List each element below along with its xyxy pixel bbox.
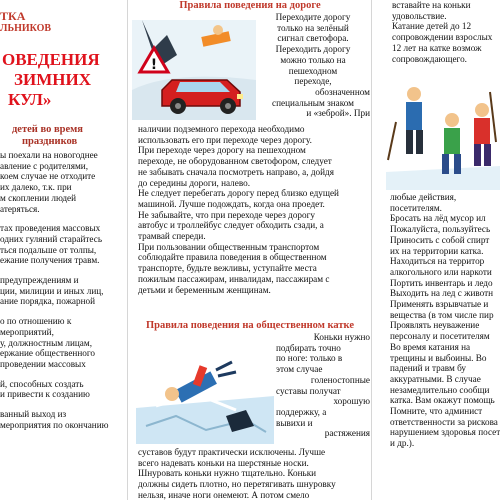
text-line: и др.). xyxy=(390,438,415,449)
subtitle-line1: детей во время xyxy=(12,124,83,135)
text-line: ержание общественного xyxy=(0,348,95,359)
text-line: у, должностным лицам, xyxy=(0,337,92,348)
text-line: Не забывайте, что при переходе через дорогу xyxy=(138,209,315,220)
text-line: падений и травм бу xyxy=(390,363,467,374)
ice-rink-illustration xyxy=(136,336,274,444)
text-line: Бросать на лёд мусор ил xyxy=(390,213,486,224)
text-line: автобус и троллейбус следует обходить сзади, а xyxy=(138,220,324,231)
road-intro-line: пешеходном xyxy=(288,65,338,76)
road-intro-line: Переходить дорогу xyxy=(275,44,351,55)
text-line: должны сидеть плотно, но перетягивать шнуровку xyxy=(138,479,336,490)
left-paragraph xyxy=(0,150,128,214)
rink-body-text xyxy=(138,447,368,500)
rink-intro-line: подбирать точно xyxy=(276,342,341,353)
main-title-line2: ЗИМНИХ xyxy=(14,70,91,89)
right-column xyxy=(372,0,500,500)
text-line: посетителям. xyxy=(390,202,442,213)
text-line: атеряться. xyxy=(0,203,40,214)
road-intro-text xyxy=(256,12,370,119)
left-paragraph xyxy=(0,409,128,430)
text-line: ответственности за рискова xyxy=(390,416,498,427)
rink-intro-line: растяжения xyxy=(324,428,370,439)
text-line: вставайте на коньки xyxy=(392,0,471,10)
text-line: ежание получения травм. xyxy=(0,255,100,266)
text-line: мероприятия по окончанию xyxy=(0,419,109,430)
text-line: всего надевать коньки на шерстяные носки. xyxy=(138,457,309,468)
text-line: ванный выход из xyxy=(0,409,67,420)
left-column xyxy=(0,0,128,500)
text-line: любые действия, xyxy=(390,192,457,202)
text-line: При пользовании общественным транспортом xyxy=(138,241,320,252)
text-line: Применять взрывчатые и xyxy=(390,299,489,310)
text-line: нарушением здоровья посет xyxy=(390,427,500,438)
text-line: наличии подземного перехода необходимо xyxy=(138,124,305,134)
text-line: и привести к созданию xyxy=(0,389,90,400)
text-line: При переходе через дорогу на пешеходном xyxy=(138,145,306,156)
rink-intro-line: вывихи и xyxy=(276,417,313,428)
road-intro-line: и «зеброй». При xyxy=(306,108,370,119)
text-line: их далеко, т.к. при xyxy=(0,182,72,193)
text-line: Находиться на территор xyxy=(390,256,485,267)
text-line: о по отношению к xyxy=(0,316,72,327)
text-line: сопровождении взрослых xyxy=(392,32,493,43)
rink-intro-line: хорошую xyxy=(333,396,370,407)
main-title-line1: ОВЕДЕНИЯ xyxy=(2,50,100,69)
memo-title-line1: ТКА xyxy=(0,9,26,23)
text-line: проведении массовых xyxy=(0,358,86,369)
text-line: Помните, что админист xyxy=(390,406,483,417)
text-line: авление с родителями, xyxy=(0,160,88,171)
memo-title-line2: ЛЬНИКОВ xyxy=(0,23,52,34)
left-body-text xyxy=(0,150,128,439)
text-line: пожилым пассажирам, инвалидам, пассажирам с xyxy=(138,273,330,284)
text-line: ание порядка, пожарной xyxy=(0,296,96,307)
road-intro-line: переходе, xyxy=(294,76,332,87)
rink-intro-text xyxy=(276,332,370,439)
text-line: катка. Вам окажут помощь xyxy=(390,395,495,406)
subtitle-line2: праздников xyxy=(22,136,78,147)
right-bottom-text xyxy=(390,192,500,449)
road-intro-line: можно только на xyxy=(280,54,346,65)
section-rink-title: Правила поведения на общественном катке xyxy=(146,320,354,331)
text-line: Портить инвентарь и ледо xyxy=(390,277,493,288)
left-paragraph xyxy=(0,316,128,370)
road-intro-line: сигнал светофора. xyxy=(277,33,349,44)
text-line: переходе, не оборудованном светофором, следует xyxy=(138,156,332,167)
text-line: Проявлять неуважение xyxy=(390,320,480,331)
main-title-line3: КУЛ» xyxy=(8,90,52,109)
rink-intro-line: голеностопные xyxy=(310,374,370,385)
text-line: Выходить на лед с животн xyxy=(390,288,494,299)
text-line: вещества (в том числе пир xyxy=(390,309,494,320)
text-line: алкогольного или наркоти xyxy=(390,266,492,277)
text-line: Приносить с собой спирт xyxy=(390,234,490,245)
text-line: Не следует перебегать дорогу перед близко едущей xyxy=(138,188,339,199)
text-line: ы поехали на новогоднее xyxy=(0,150,98,160)
text-line: ции, милиции и иных лиц, xyxy=(0,285,104,296)
text-line: мероприятий, xyxy=(0,326,54,337)
text-line: аккуратными. В случае xyxy=(390,373,481,384)
text-line: Катание детей до 12 xyxy=(392,21,472,32)
road-intro-line: специальным знаком xyxy=(272,97,354,108)
text-line: коем случае не отходите xyxy=(0,171,96,182)
road-intro-line: только на зелёный xyxy=(277,22,349,33)
rink-intro-line: по ноге: только в xyxy=(276,353,343,364)
rink-intro-line: Коньки нужно xyxy=(313,332,370,342)
rink-intro-line: этом случае xyxy=(276,364,323,375)
text-line: их на территории катка. xyxy=(390,245,484,256)
text-line: одних гуляний старайтесь xyxy=(0,233,103,244)
text-line: детьми и беременным женщинам. xyxy=(138,284,271,295)
text-line: ться подальше от толпы, xyxy=(0,244,97,255)
text-line: до середины дороги, налево. xyxy=(138,177,250,188)
svg-text:!: ! xyxy=(150,57,158,73)
road-intro-line: Переходите дорогу xyxy=(275,12,351,22)
section-road-title: Правила поведения на дороге xyxy=(179,0,321,11)
rink-intro-line: поддержку, а xyxy=(276,406,327,417)
text-line: Во время катания на xyxy=(390,341,471,352)
text-line: сопровождающего. xyxy=(392,53,467,64)
text-line: транспорте, будьте вежливы, уступайте места xyxy=(138,263,317,274)
road-intro-line: обозначенном xyxy=(315,86,370,97)
text-line: трамвай спереди. xyxy=(138,231,206,242)
middle-column xyxy=(128,0,372,500)
text-line: 12 лет на катке возмож xyxy=(392,42,482,53)
text-line: незамедлительно сообщи xyxy=(390,384,490,395)
text-line: Пожалуйста, пользуйтесь xyxy=(390,224,491,235)
road-safety-illustration xyxy=(132,20,256,120)
text-line: й, способных создать xyxy=(0,378,84,389)
left-paragraph xyxy=(0,275,128,307)
text-line: соблюдайте правила поведения в общественном xyxy=(138,252,327,263)
text-line: м скоплении людей xyxy=(0,192,77,203)
text-line: трещины и выбоины. Во xyxy=(390,352,487,363)
text-line: нельзя, иначе ноги онемеют. А потом смело xyxy=(138,489,310,500)
text-line: персоналу и посетителям xyxy=(390,331,490,342)
text-line: Шнуровать коньки нужно тщательно. Коньки xyxy=(138,468,317,479)
text-line: предупреждениям и xyxy=(0,275,79,286)
text-line: тах проведения массовых xyxy=(0,223,101,234)
right-top-text xyxy=(392,0,492,64)
skaters-illustration xyxy=(386,82,500,190)
left-paragraph xyxy=(0,223,128,266)
text-line: удовольствие. xyxy=(392,10,447,21)
road-body-text xyxy=(138,124,368,295)
text-line: использовать его при переходе через дорогу. xyxy=(138,134,312,145)
left-paragraph xyxy=(0,379,128,400)
rink-intro-line: суставы получат xyxy=(276,385,341,396)
text-line: суставов будут практически исключены. Лучше xyxy=(138,447,326,457)
text-line: машиной. Лучше подождать, когда она проедет. xyxy=(138,198,325,209)
text-line: не забывать сначала посмотреть направо, а, дойдя xyxy=(138,166,334,177)
